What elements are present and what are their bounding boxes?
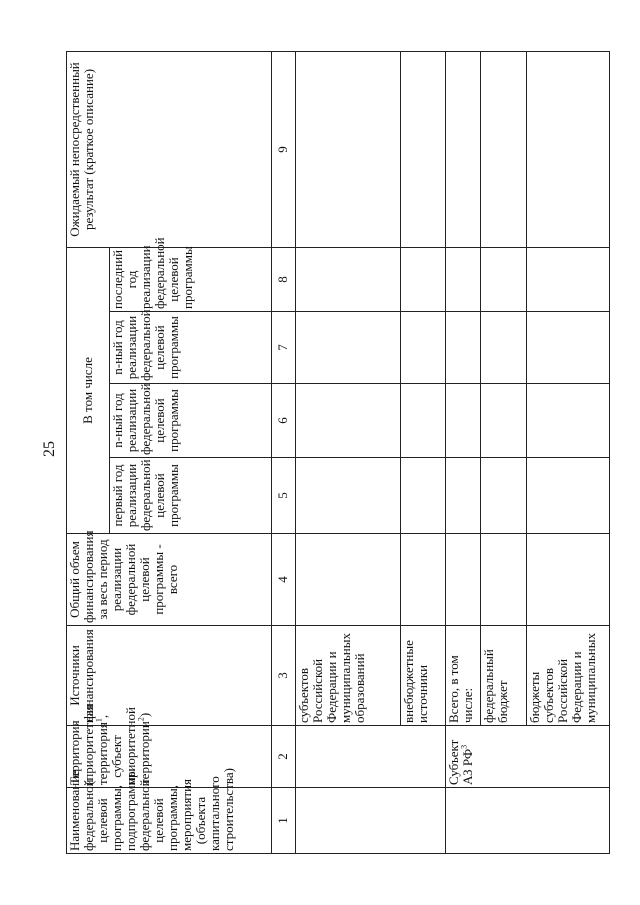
table-cell xyxy=(446,534,481,626)
table-cell xyxy=(481,248,527,312)
table-cell xyxy=(295,458,400,534)
table-cell xyxy=(526,458,609,534)
col-number: 8 xyxy=(271,248,295,312)
rotated-table-wrapper xyxy=(66,52,610,854)
table-cell xyxy=(446,384,481,458)
table-cell xyxy=(295,726,445,788)
header-sources: Источники финансирования xyxy=(67,626,272,726)
header-year-n1: n-ный год реализации федеральной целевой программы xyxy=(110,384,272,458)
table-cell xyxy=(295,384,400,458)
table-cell xyxy=(295,248,400,312)
table-cell xyxy=(481,384,527,458)
table-cell xyxy=(400,458,446,534)
header-territory: Территория (приоритетная территория$^1$, субъект приоритетной территории$^2$) xyxy=(67,726,272,788)
table-cell xyxy=(481,52,527,248)
table-cell xyxy=(446,248,481,312)
table-cell xyxy=(295,312,400,384)
territory-az-rf: Субъект АЗ $РФ^3$ xyxy=(446,726,610,788)
table-cell xyxy=(446,52,481,248)
table-cell xyxy=(526,52,609,248)
source-regional-budgets: бюджеты субъектов Российской Федерации и муниципальных xyxy=(526,626,609,726)
financing-table xyxy=(66,51,610,854)
col-number: 5 xyxy=(271,458,295,534)
source-extrabudgetary: внебюджетные источники xyxy=(400,626,446,726)
header-total: Общий объем финансирования за весь период реализации федеральной целевой программы - всего xyxy=(67,534,272,626)
source-regional: субъектов Российской Федерации и муниципальных образований xyxy=(295,626,400,726)
table-cell xyxy=(481,312,527,384)
header-year-n2: n-ный год реализации федеральной целевой программы xyxy=(110,312,272,384)
table-cell xyxy=(446,312,481,384)
table-cell xyxy=(400,52,446,248)
header-result: Ожидаемый непосредственный результат (краткое описание) xyxy=(67,52,272,248)
table-cell xyxy=(446,788,610,854)
table-cell xyxy=(400,384,446,458)
col-number: 3 xyxy=(271,626,295,726)
col-number: 6 xyxy=(271,384,295,458)
table-cell xyxy=(400,248,446,312)
table-cell xyxy=(295,534,400,626)
col-number: 4 xyxy=(271,534,295,626)
header-group: В том числе xyxy=(67,248,110,534)
table-cell xyxy=(400,534,446,626)
header-year-first: первый год реализации федеральной целевой программы xyxy=(110,458,272,534)
table-cell xyxy=(526,248,609,312)
col-number: 7 xyxy=(271,312,295,384)
page-number: 25 xyxy=(41,441,58,457)
table-cell xyxy=(295,52,400,248)
col-number: 2 xyxy=(271,726,295,788)
table-cell xyxy=(526,534,609,626)
table-cell xyxy=(400,312,446,384)
source-total: Всего, в том числе: xyxy=(446,626,481,726)
col-number: 9 xyxy=(271,52,295,248)
table-cell xyxy=(526,384,609,458)
table-cell xyxy=(295,788,445,854)
table-cell xyxy=(446,458,481,534)
table-cell xyxy=(526,312,609,384)
header-year-last: последний год реализации федеральной целевой программы xyxy=(110,248,272,312)
col-number: 1 xyxy=(271,788,295,854)
table-cell xyxy=(481,458,527,534)
source-federal: федеральный бюджет xyxy=(481,626,527,726)
table-cell xyxy=(481,534,527,626)
header-name: Наименование федеральной целевой программы, подпрограммы федеральной целевой программы, мероприятия (объекта капитального строительства) xyxy=(67,788,272,854)
